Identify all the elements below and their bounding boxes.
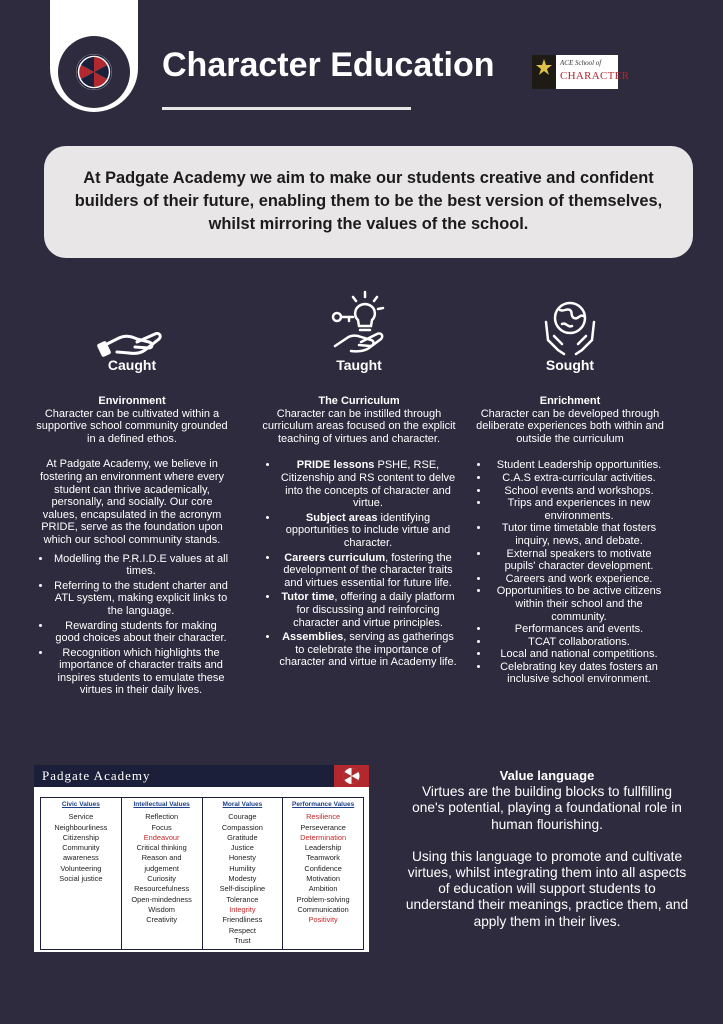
list-item xyxy=(279,459,457,509)
list-item: • Student Leadership opportunities. xyxy=(490,459,668,472)
sought-list xyxy=(472,459,668,686)
badge-shield-icon xyxy=(532,55,556,89)
value-item: Community xyxy=(62,843,100,853)
value-item: Perseverance xyxy=(300,822,346,832)
hand-icon xyxy=(34,290,230,352)
value-item: Focus xyxy=(151,822,172,832)
list-item xyxy=(279,591,457,629)
values-table-logo xyxy=(334,765,369,787)
list-item-bold: Tutor time xyxy=(281,591,335,604)
values-column xyxy=(202,798,283,949)
values-column xyxy=(41,798,121,949)
list-item-bold: PRIDE lessons xyxy=(296,459,375,472)
value-item: Social justice xyxy=(59,874,103,884)
page-title: Character Education xyxy=(162,46,495,84)
value-item: Courage xyxy=(228,812,257,822)
value-item: Teamwork xyxy=(306,853,340,863)
value-item: Reflection xyxy=(145,812,179,822)
value-language xyxy=(404,768,690,930)
school-logo-emblem xyxy=(76,54,112,90)
value-item: Volunteering xyxy=(60,863,102,873)
taught-description: Character can be instilled through curriculum areas focused on the explicit teaching of virtues and character. xyxy=(262,407,456,445)
values-column xyxy=(282,798,363,949)
value-item: Modesty xyxy=(228,874,257,884)
value-item: Tolerance xyxy=(226,894,259,904)
list-item: • Careers and work experience. xyxy=(490,573,668,586)
lightbulb-key-hand-icon xyxy=(261,290,457,352)
sought-subheading: Enrichment xyxy=(539,395,601,407)
title-divider xyxy=(162,107,411,110)
value-item: judgement xyxy=(144,863,179,873)
list-item: • Opportunities to be active citizens within their school and the community. xyxy=(490,585,668,623)
badge-caption: ACE School of xyxy=(560,59,602,67)
values-table-title: Padgate Academy xyxy=(42,768,151,783)
value-item: Curiosity xyxy=(147,874,176,884)
list-item xyxy=(279,512,457,550)
value-item: Confidence xyxy=(304,863,342,873)
value-item: Leadership xyxy=(304,843,342,853)
values-column-title: Moral Values xyxy=(222,801,263,808)
value-language-title: Value language xyxy=(499,768,595,783)
list-item: • Recognition which highlights the importance of character traits and inspires students to emulate these virtues in their daily lives. xyxy=(52,647,230,697)
list-item-text: , fostering the development of the character traits and virtues essential for future life. xyxy=(283,551,453,589)
globe-hands-icon xyxy=(472,290,668,352)
caught-list xyxy=(34,553,230,698)
list-item xyxy=(279,631,457,669)
taught-subheading: The Curriculum xyxy=(318,395,400,407)
value-item: Creativity xyxy=(146,915,178,925)
list-item-bold: Subject areas xyxy=(305,511,378,524)
value-item: Critical thinking xyxy=(136,843,187,853)
values-column xyxy=(121,798,202,949)
list-item: • TCAT collaborations. xyxy=(490,636,668,649)
caught-heading: Caught xyxy=(107,357,157,373)
list-item: • Referring to the student charter and ATL system, making explicit links to the language. xyxy=(52,580,230,618)
list-item: • Local and national competitions. xyxy=(490,648,668,661)
value-item: Reason and xyxy=(141,853,182,863)
value-item: Compassion xyxy=(221,822,263,832)
list-item-text: PSHE, RSE, Citizenship and RS content to delve into the concepts of character and virtue. xyxy=(280,459,456,510)
value-language-para2: Using this language to promote and cultivate virtues, whilst integrating them into all aspects of education will support students to understand their meanings, practice them, and apply them in their lives. xyxy=(405,848,689,929)
value-item: Honesty xyxy=(228,853,256,863)
list-item: • Modelling the P.R.I.D.E values at all times. xyxy=(52,553,230,578)
list-item: • External speakers to motivate pupils' character development. xyxy=(490,548,668,573)
values-table-grid xyxy=(40,797,364,950)
intro-statement: At Padgate Academy we aim to make our students creative and confident builders of their future, enabling them to be the best version of themselves, whilst mirroring the values of the school. xyxy=(44,146,693,258)
sought-heading: Sought xyxy=(545,357,595,373)
emblem-icon xyxy=(334,765,369,787)
value-item: Service xyxy=(68,812,94,822)
values-table xyxy=(34,765,369,952)
value-item: awareness xyxy=(63,853,99,863)
value-language-para1: Virtues are the building blocks to fullfilling one's potential, playing a foundational role in human flourishing. xyxy=(412,784,682,832)
list-item-text: , offering a daily platform for discussing and reinforcing character and virtue principles. xyxy=(293,591,455,629)
values-column-title: Performance Values xyxy=(292,801,355,808)
value-item: Communication xyxy=(297,904,349,914)
values-column-title: Intellectual Values xyxy=(133,801,190,808)
list-item: • Celebrating key dates fosters an inclusive school environment. xyxy=(490,661,668,686)
value-item: Gratitude xyxy=(227,832,258,842)
taught-list xyxy=(261,459,457,669)
value-item: Citizenship xyxy=(62,832,99,842)
value-item: Motivation xyxy=(306,874,340,884)
sought-description: Character can be developed through deliberate experiences both within and outside the curriculum xyxy=(476,407,664,445)
value-item: Resourcefulness xyxy=(134,884,190,894)
list-item: • Trips and experiences in new environments. xyxy=(490,497,668,522)
badge-title: CHARACTER xyxy=(560,70,630,82)
list-item: • Performances and events. xyxy=(490,623,668,636)
value-item: Friendliness xyxy=(222,915,263,925)
value-item: Neighbourliness xyxy=(54,822,108,832)
caught-subheading: Environment xyxy=(98,395,166,407)
value-item: Positivity xyxy=(308,915,338,925)
list-item: • School events and workshops. xyxy=(490,485,668,498)
list-item: • Rewarding students for making good choices about their character. xyxy=(52,620,230,645)
caught-description: Character can be cultivated within a supportive school community grounded in a defined ethos. xyxy=(36,407,228,445)
list-item-text: identifying opportunities to include virtue and character. xyxy=(285,511,451,549)
list-item-bold: Careers curriculum xyxy=(284,551,386,564)
value-item: Trust xyxy=(234,935,251,945)
value-item: Ambition xyxy=(308,884,338,894)
ace-school-badge xyxy=(532,55,630,89)
taught-column xyxy=(261,290,457,671)
values-column-title: Civic Values xyxy=(61,801,100,808)
emblem-icon xyxy=(76,54,112,90)
list-item-bold: Assemblies xyxy=(282,631,344,644)
list-item-text: , serving as gatherings to celebrate the importance of character and virtue in Academy life. xyxy=(279,631,457,669)
list-item: • Tutor time timetable that fosters inquiry, news, and debate. xyxy=(490,522,668,547)
caught-paragraph: At Padgate Academy, we believe in fostering an environment where every student can thrive academically, personally, and socially. Our core values, encapsulated in the acronym PRIDE, serve as the foundation upon which our school community stands. xyxy=(39,458,225,546)
value-item: Justice xyxy=(230,843,254,853)
value-item: Integrity xyxy=(229,904,256,914)
list-item: • C.A.S extra-curricular activities. xyxy=(490,472,668,485)
value-item: Resilience xyxy=(306,812,341,822)
value-item: Wisdom xyxy=(148,904,175,914)
value-item: Self-discipline xyxy=(219,884,266,894)
value-item: Open-mindedness xyxy=(131,894,192,904)
caught-column xyxy=(34,290,230,699)
value-item: Problem-solving xyxy=(296,894,350,904)
value-item: Humility xyxy=(229,863,256,873)
value-item: Endeavour xyxy=(143,832,180,842)
value-item: Respect xyxy=(228,925,256,935)
value-item: Determination xyxy=(300,832,347,842)
list-item xyxy=(279,552,457,590)
taught-heading: Taught xyxy=(336,357,382,373)
sought-column xyxy=(472,290,668,686)
